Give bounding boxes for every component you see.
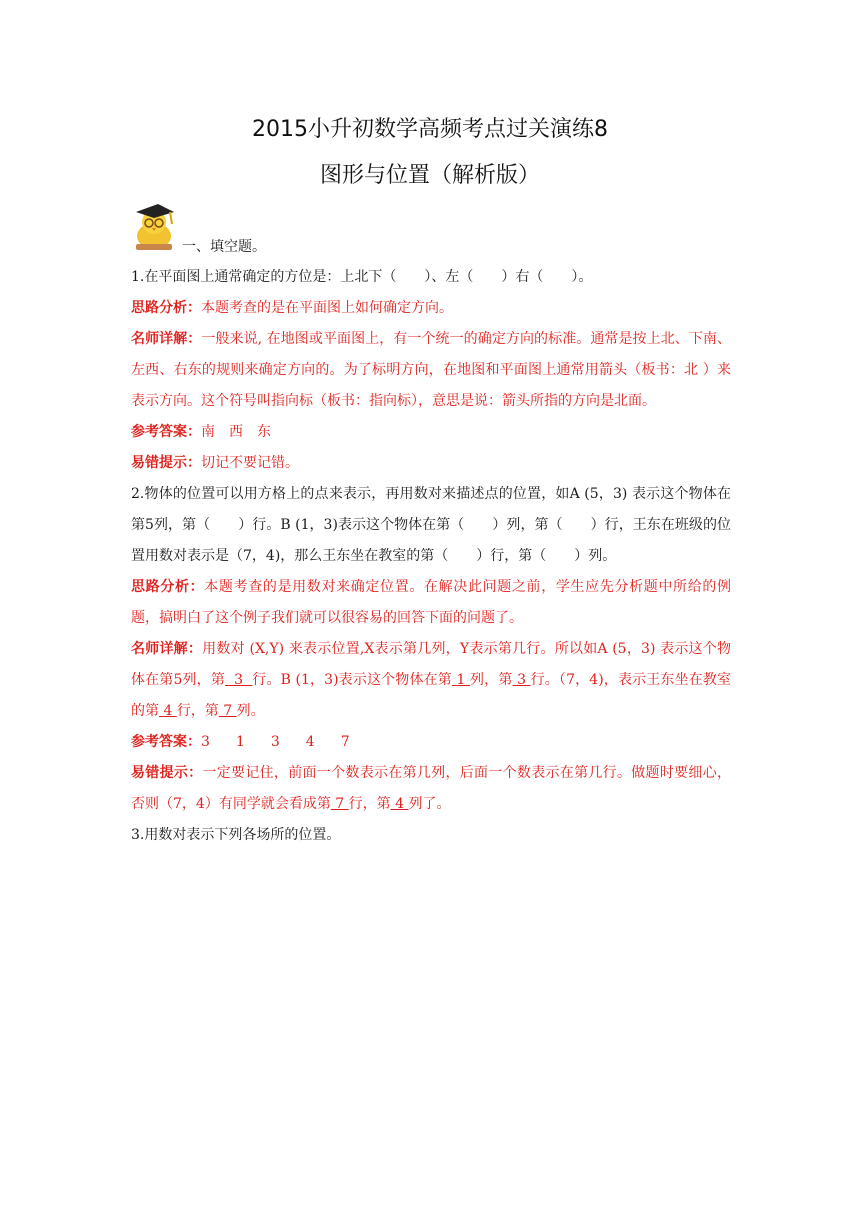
- q2-answer: [131, 727, 731, 758]
- answer-label: 参考答案：: [131, 424, 201, 440]
- blank-answer: 4: [159, 703, 177, 719]
- blank-answer: 3: [224, 672, 253, 688]
- answer-text: 南 西 东: [201, 424, 271, 440]
- explain-text-a: 用数对 (X,Y) 来表示位置,X表示第几列，Y表示第几行。所以如A (5，3) 表示这个物体在第5列，第: [131, 641, 732, 688]
- document-body: [131, 262, 731, 851]
- analysis-label: 思路分析：: [131, 579, 205, 595]
- explain-label: 名师详解：: [131, 641, 203, 657]
- doctor-chick-mascot-icon: [128, 200, 180, 252]
- tip-label: 易错提示：: [131, 765, 203, 781]
- tip-text-c: 列了。: [408, 796, 451, 812]
- explain-text-b: 行。B (1，3)表示这个物体在第: [252, 672, 452, 688]
- answer-label: 参考答案：: [131, 734, 201, 750]
- question-1: 1.在平面图上通常确定的方位是：上北下（ ）、左（ ）右（ ）。: [131, 269, 593, 285]
- answer-value: 7: [340, 734, 350, 750]
- tip-label: 易错提示：: [131, 455, 201, 471]
- section-heading: 一、填空题。: [182, 239, 266, 255]
- blank-answer: 1: [451, 672, 471, 688]
- q2-explanation: [131, 634, 731, 727]
- q1-tip: [131, 448, 731, 479]
- answer-value: 4: [305, 734, 315, 750]
- question-3: 3.用数对表示下列各场所的位置。: [131, 827, 341, 843]
- explain-text-e: 行，第: [176, 703, 219, 719]
- analysis-text: 本题考查的是在平面图上如何确定方向。: [201, 300, 453, 316]
- explain-label: 名师详解：: [131, 331, 202, 347]
- q2-analysis: [131, 572, 731, 634]
- tip-text-b: 行，第: [348, 796, 391, 812]
- analysis-text: 本题考查的是用数对来确定位置。在解决此问题之前，学生应先分析题中所给的例题，搞明白了这个例子我们就可以很容易的回答下面的问题了。: [131, 579, 731, 626]
- q1-analysis: [131, 293, 731, 324]
- answer-value: 3: [201, 734, 210, 750]
- q2-tip: [131, 758, 731, 820]
- blank-answer: 7: [330, 796, 349, 812]
- q1-answer: [131, 417, 731, 448]
- blank-answer: 3: [512, 672, 531, 688]
- q1-explanation: [131, 324, 731, 417]
- explain-text-f: 列。: [236, 703, 265, 719]
- tip-text: 切记不要记错。: [201, 455, 299, 471]
- blank-answer: 7: [218, 703, 237, 719]
- explain-text-c: 列，第: [470, 672, 513, 688]
- page-title: 2015小升初数学高频考点过关演练8: [252, 117, 608, 142]
- explain-text: 一般来说, 在地图或平面图上，有一个统一的确定方向的标准。通常是按上北、下南、左西、右东的规则来确定方向的。为了标明方向，在地图和平面图上通常用箭头（板书：北 ）来表示方向。这个符号叫指向标（板书：指向标），意思是说：箭头所指的方向是北面。: [131, 331, 731, 409]
- explain-text-d: 行。（7，4)，表示王东坐在教室的第: [131, 672, 732, 719]
- tip-text-a: 一定要记住，前面一个数表示在第几列，后面一个数表示在第几行。做题时要细心，否则（7，4）有同学就会看成第: [131, 765, 732, 812]
- answer-value: 3: [270, 734, 280, 750]
- answer-value: 1: [235, 734, 245, 750]
- page-subtitle: 图形与位置（解析版）: [319, 163, 540, 188]
- blank-answer: 4: [390, 796, 409, 812]
- question-2: 2.物体的位置可以用方格上的点来表示，再用数对来描述点的位置，如A (5，3) 表示这个物体在第5列，第（ ）行。B (1，3)表示这个物体在第（ ）列，第（ ）行，王东在班级的位置用数对表示是（7，4)，那么王东坐在教室的第（ ）行，第（ ）列。: [131, 486, 731, 564]
- analysis-label: 思路分析：: [131, 300, 201, 316]
